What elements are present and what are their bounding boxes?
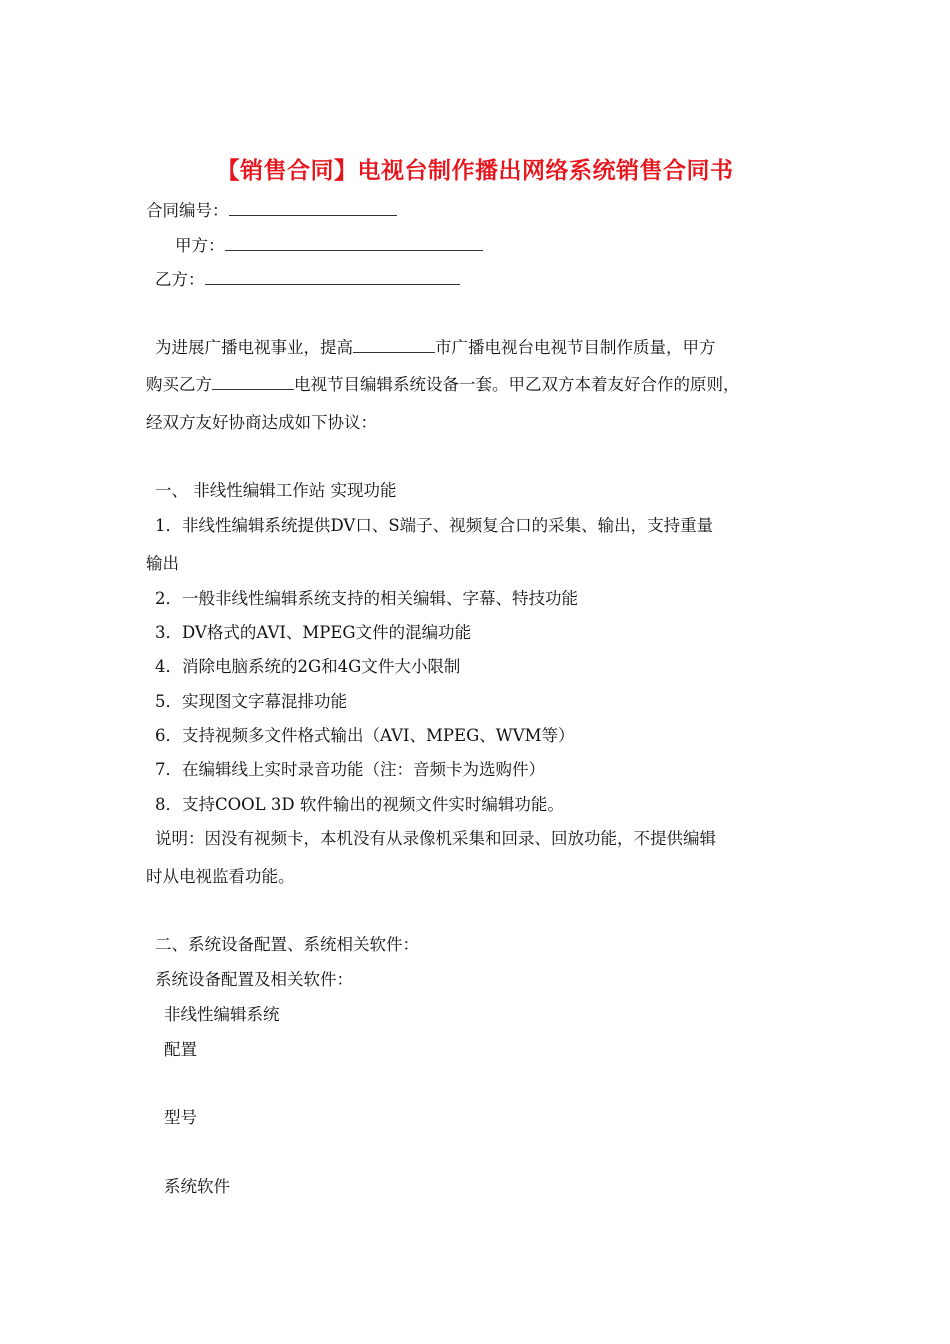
intro-text: 购买乙方: [146, 375, 212, 394]
section1-heading: 一、 非线性编辑工作站 实现功能: [155, 481, 397, 500]
list-item: 8．支持COOL 3D 软件输出的视频文件实时编辑功能。: [155, 795, 564, 814]
intro-line-1: [155, 338, 716, 358]
note-line-1: 说明：因没有视频卡，本机没有从录像机采集和回录、回放功能，不提供编辑: [155, 829, 716, 848]
party-a-line: [175, 236, 483, 256]
section2-heading: 二、系统设备配置、系统相关软件：: [155, 935, 419, 954]
section2-subheading: 系统设备配置及相关软件：: [155, 970, 353, 989]
list-item: 7．在编辑线上实时录音功能（注：音频卡为选购件）: [155, 760, 545, 779]
intro-line-2: [146, 375, 740, 395]
party-b-blank: [205, 270, 460, 285]
contract-number-label: 合同编号：: [146, 201, 229, 220]
city-blank: [353, 338, 435, 353]
list-item: 2．一般非线性编辑系统支持的相关编辑、字幕、特技功能: [155, 589, 578, 608]
party-a-blank: [225, 236, 483, 251]
list-item: 1．非线性编辑系统提供DV口、S端子、视频复合口的采集、输出，支持重量: [155, 516, 714, 535]
config-row: 非线性编辑系统: [164, 1005, 280, 1024]
party-b-label: 乙方：: [155, 270, 205, 289]
document-title: 【销售合同】电视台制作播出网络系统销售合同书: [216, 158, 734, 184]
config-row: 型号: [164, 1108, 197, 1127]
intro-line-3: 经双方友好协商达成如下协议：: [146, 413, 377, 432]
supplier-blank: [212, 375, 294, 390]
config-row: 配置: [164, 1040, 197, 1059]
list-item: 3．DV格式的AVI、MPEG文件的混编功能: [155, 623, 472, 642]
intro-text: 电视节目编辑系统设备一套。甲乙双方本着友好合作的原则，: [294, 375, 740, 394]
party-a-label: 甲方：: [175, 236, 225, 255]
contract-number-blank: [229, 201, 397, 216]
config-row: 系统软件: [164, 1177, 230, 1196]
list-item: 4．消除电脑系统的2G和4G文件大小限制: [155, 657, 461, 676]
intro-text: 为进展广播电视事业，提高: [155, 338, 353, 357]
list-item: 5．实现图文字幕混排功能: [155, 692, 347, 711]
party-b-line: [155, 270, 460, 290]
list-item: 6．支持视频多文件格式输出（AVI、MPEG、WVM等）: [155, 726, 575, 745]
contract-number-line: [146, 201, 397, 221]
note-line-2: 时从电视监看功能。: [146, 867, 295, 886]
intro-text: 市广播电视台电视节目制作质量，甲方: [435, 338, 716, 357]
list-item-continuation: 输出: [146, 554, 179, 573]
